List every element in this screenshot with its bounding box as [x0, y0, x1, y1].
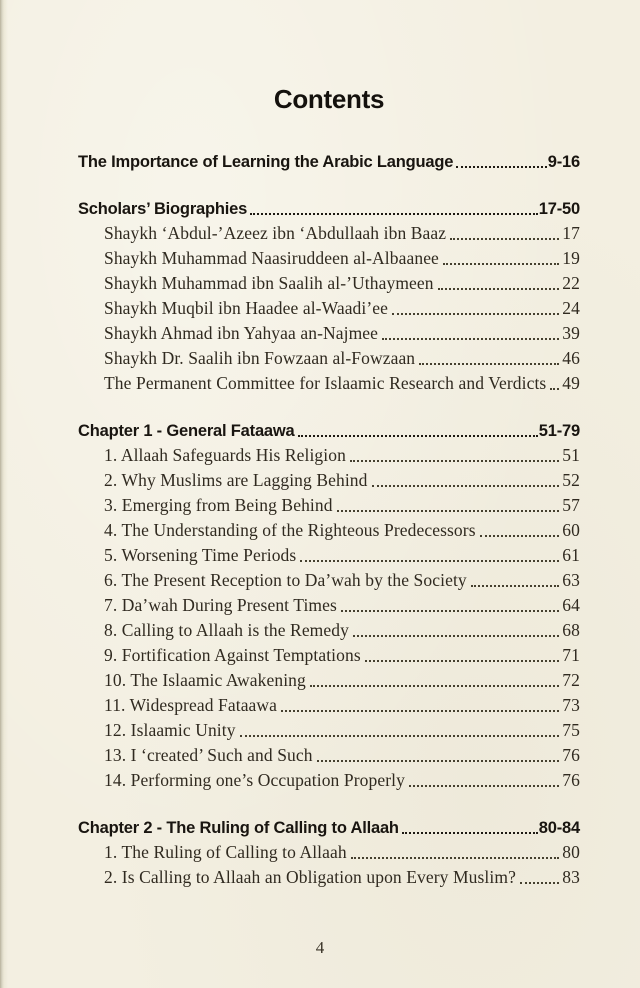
toc-section	[78, 813, 580, 888]
dotted-leader	[298, 435, 538, 437]
toc-section	[78, 416, 580, 791]
dotted-leader	[372, 485, 560, 487]
toc-entry-page: 57	[562, 495, 580, 515]
dotted-leader	[550, 388, 559, 390]
toc-entry-label: Shaykh Muqbil ibn Haadee al-Waadi’ee	[104, 298, 389, 318]
dotted-leader	[281, 710, 559, 712]
toc-entry-row	[78, 741, 580, 766]
toc-entry-page: 68	[562, 620, 580, 640]
toc-entry-page: 75	[562, 720, 580, 740]
toc-entry-row	[78, 369, 580, 394]
toc-entry-page: 72	[562, 670, 580, 690]
toc-entry-row	[78, 344, 580, 369]
toc-sections	[78, 147, 580, 888]
toc-entry-label: 13. I ‘created’ Such and Such	[104, 745, 313, 765]
dotted-leader	[471, 585, 560, 587]
dotted-leader	[382, 338, 559, 340]
dotted-leader	[353, 635, 559, 637]
toc-entry-row	[78, 716, 580, 741]
toc-entry-page: 49	[562, 373, 580, 393]
toc-heading-row	[78, 813, 580, 838]
toc-entry-label: 9. Fortification Against Temptations	[104, 645, 361, 665]
dotted-leader	[350, 460, 559, 462]
toc-entry-page: 52	[562, 470, 580, 490]
toc-entry-page: 19	[562, 248, 580, 268]
dotted-leader	[300, 560, 559, 562]
toc-heading-pages: 80-84	[538, 819, 580, 837]
toc-heading-pages: 9-16	[547, 153, 580, 171]
toc-heading-label: Scholars’ Biographies	[78, 200, 248, 218]
dotted-leader	[480, 535, 560, 537]
toc-entry-label: 1. Allaah Safeguards His Religion	[104, 445, 346, 465]
dotted-leader	[443, 263, 559, 265]
toc-entry-row	[78, 319, 580, 344]
toc-entry-label: 7. Da’wah During Present Times	[104, 595, 337, 615]
toc-entry-label: 14. Performing one’s Occupation Properly	[104, 770, 405, 790]
toc-entry-label: 6. The Present Reception to Da’wah by the Society	[104, 570, 467, 590]
toc-section-items	[78, 441, 580, 791]
toc-entry-row	[78, 541, 580, 566]
toc-section-items	[78, 219, 580, 394]
toc-entry-page: 80	[562, 842, 580, 862]
toc-entry-row	[78, 244, 580, 269]
toc-heading-pages: 17-50	[538, 200, 580, 218]
dotted-leader	[310, 685, 559, 687]
toc-entry-label: The Permanent Committee for Islaamic Research and Verdicts	[104, 373, 547, 393]
toc-entry-page: 60	[562, 520, 580, 540]
toc-entry-row	[78, 666, 580, 691]
dotted-leader	[351, 857, 560, 859]
toc-section-items	[78, 838, 580, 888]
dotted-leader	[438, 288, 560, 290]
toc-entry-row	[78, 566, 580, 591]
dotted-leader	[317, 760, 560, 762]
toc-entry-page: 73	[562, 695, 580, 715]
dotted-leader	[520, 882, 559, 884]
toc-entry-page: 76	[562, 770, 580, 790]
toc-entry-row	[78, 616, 580, 641]
toc-entry-row	[78, 441, 580, 466]
toc-entry-page: 17	[562, 223, 580, 243]
toc-heading-label: Chapter 1 - General Fataawa	[78, 422, 295, 440]
toc-entry-label: Shaykh Muhammad ibn Saalih al-’Uthaymeen	[104, 273, 434, 293]
toc-entry-row	[78, 466, 580, 491]
dotted-leader	[392, 313, 559, 315]
toc-entry-row	[78, 491, 580, 516]
toc-entry-label: 12. Islaamic Unity	[104, 720, 236, 740]
toc-entry-row	[78, 219, 580, 244]
toc-entry-page: 46	[562, 348, 580, 368]
dotted-leader	[419, 363, 559, 365]
toc-entry-label: 3. Emerging from Being Behind	[104, 495, 333, 515]
toc-entry-page: 76	[562, 745, 580, 765]
toc-entry-row	[78, 691, 580, 716]
toc-entry-page: 24	[562, 298, 580, 318]
toc-entry-page: 71	[562, 645, 580, 665]
toc-entry-label: 11. Widespread Fataawa	[104, 695, 278, 715]
toc-entry-label: 2. Why Muslims are Lagging Behind	[104, 470, 368, 490]
toc-entry-label: Shaykh Ahmad ibn Yahyaa an-Najmee	[104, 323, 379, 343]
toc-entry-label: Shaykh Muhammad Naasiruddeen al-Albaanee	[104, 248, 439, 268]
dotted-leader	[240, 735, 560, 737]
toc-entry-row	[78, 269, 580, 294]
dotted-leader	[365, 660, 560, 662]
toc-heading-row	[78, 147, 580, 172]
toc-entry-page: 64	[562, 595, 580, 615]
toc-entry-label: Shaykh ‘Abdul-’Azeez ibn ‘Abdullaah ibn Baaz	[104, 223, 447, 243]
toc-entry-label: 1. The Ruling of Calling to Allaah	[104, 842, 347, 862]
dotted-leader	[250, 213, 538, 215]
dotted-leader	[456, 166, 547, 168]
toc-entry-row	[78, 863, 580, 888]
page-number: 4	[315, 938, 325, 957]
toc-entry-row	[78, 294, 580, 319]
toc-heading-row	[78, 416, 580, 441]
toc-section	[78, 194, 580, 394]
toc-heading-row	[78, 194, 580, 219]
toc-entry-label: 8. Calling to Allaah is the Remedy	[104, 620, 349, 640]
dotted-leader	[402, 832, 538, 834]
toc-entry-row	[78, 641, 580, 666]
toc-entry-label: Shaykh Dr. Saalih ibn Fowzaan al-Fowzaan	[104, 348, 416, 368]
dotted-leader	[337, 510, 560, 512]
dotted-leader	[341, 610, 559, 612]
toc-entry-page: 39	[562, 323, 580, 343]
toc-entry-page: 63	[562, 570, 580, 590]
toc-entry-label: 4. The Understanding of the Righteous Predecessors	[104, 520, 476, 540]
toc-heading-label: The Importance of Learning the Arabic Language	[78, 153, 454, 171]
toc-entry-row	[78, 838, 580, 863]
toc-entry-page: 61	[562, 545, 580, 565]
toc-entry-row	[78, 766, 580, 791]
toc-heading-pages: 51-79	[538, 422, 580, 440]
toc-entry-page: 22	[562, 273, 580, 293]
toc-entry-label: 5. Worsening Time Periods	[104, 545, 297, 565]
toc-entry-row	[78, 591, 580, 616]
toc-section	[78, 147, 580, 172]
dotted-leader	[450, 238, 559, 240]
dotted-leader	[409, 785, 559, 787]
page-title: Contents	[273, 84, 385, 114]
toc-entry-page: 51	[562, 445, 580, 465]
toc-entry-page: 83	[562, 867, 580, 887]
toc-entry-row	[78, 516, 580, 541]
toc-heading-label: Chapter 2 - The Ruling of Calling to Allaah	[78, 819, 399, 837]
toc-entry-label: 2. Is Calling to Allaah an Obligation upon Every Muslim?	[104, 867, 516, 887]
toc-entry-label: 10. The Islaamic Awakening	[104, 670, 306, 690]
